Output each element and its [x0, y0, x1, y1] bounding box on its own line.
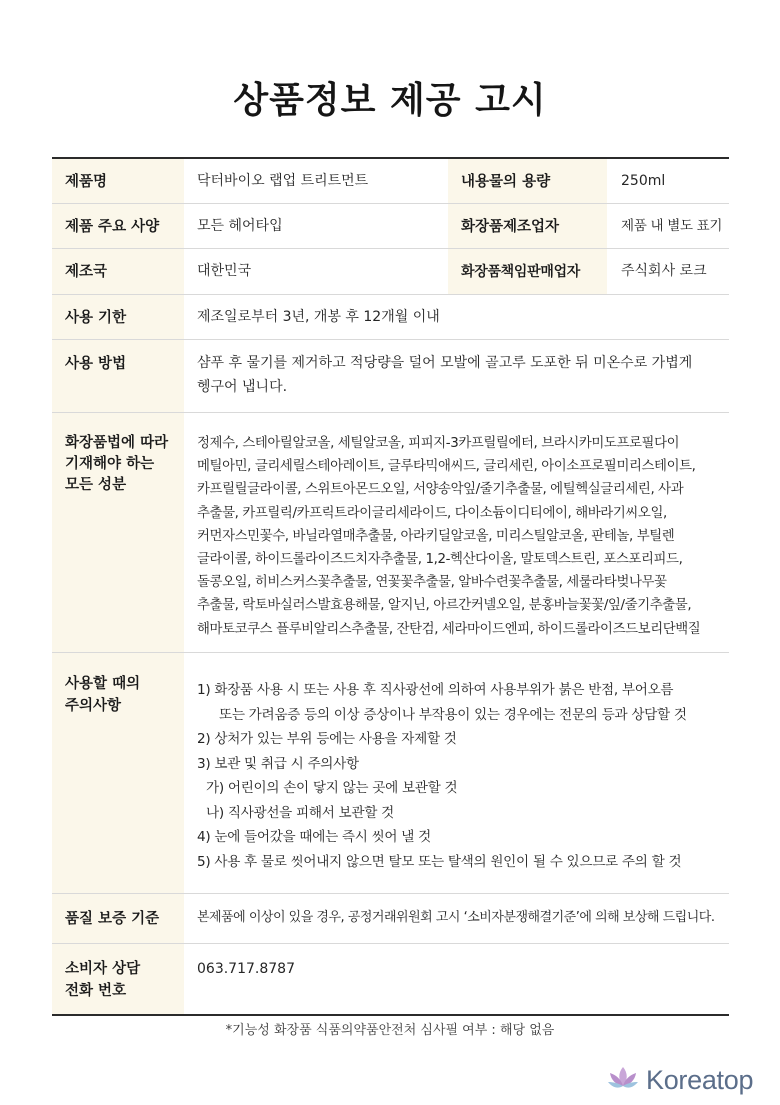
value-volume: 250ml	[621, 173, 666, 189]
usage-line: 헹구어 냅니다.	[197, 379, 288, 395]
ingredient-line: 카프릴릴글라이콜, 스위트아몬드오일, 서양송악잎/줄기추출물, 에틸헥실글리세린, 사과	[197, 482, 684, 498]
value-expiry: 제조일로부터 3년, 개봉 후 12개월 이내	[197, 309, 440, 325]
contact-label-line: 소비자 상담	[65, 961, 141, 977]
ingredient-line: 메틸아민, 글리세릴스테아레이트, 글루타믹애씨드, 글리세린, 아이소프로필미리스테이트,	[197, 459, 696, 475]
row-spec	[52, 204, 729, 249]
caution-line: 나) 직사광선을 피해서 보관할 것	[206, 804, 394, 821]
label-contact	[52, 944, 184, 1014]
product-info-table	[52, 157, 729, 1016]
ingredients-label-line: 화장품법에 따라	[65, 435, 169, 451]
ingredient-line: 정제수, 스테아릴알코올, 세틸알코올, 피피지-3카프릴릴에터, 브라시카미도프로필다이	[197, 436, 680, 451]
value-caution	[184, 653, 729, 893]
value-ingredients	[184, 413, 729, 652]
ingredients-label-line: 모든 성분	[65, 477, 127, 493]
ingredient-line: 추출물, 카프릴릭/카프릭트라이글리세라이드, 다이소듐이디티에이, 해바라기씨오일,	[197, 505, 667, 521]
usage-line: 샴푸 후 물기를 제거하고 적당량을 덜어 모발에 골고루 도포한 뒤 미온수로 가볍게	[197, 355, 693, 371]
caution-line: 가) 어린이의 손이 닿지 않는 곳에 보관할 것	[206, 780, 458, 796]
label-caution	[52, 653, 184, 893]
label-usage: 사용 방법	[52, 340, 184, 412]
contact-label-line: 전화 번호	[65, 983, 127, 999]
label-manufacturer: 화장품제조업자	[448, 204, 607, 248]
value-distributor: 주식회사 로크	[621, 263, 707, 279]
lotus-icon	[606, 1064, 640, 1096]
row-warranty	[52, 894, 729, 944]
caution-line: 1) 화장품 사용 시 또는 사용 후 직사광선에 의하여 사용부위가 붉은 반점, 부어오름	[197, 682, 674, 698]
caution-line: 5) 사용 후 물로 씻어내지 않으면 탈모 또는 탈색의 원인이 될 수 있으므로 주의 할 것	[197, 853, 682, 870]
caution-line: 2) 상처가 있는 부위 등에는 사용을 자제할 것	[197, 731, 457, 747]
row-contact	[52, 944, 729, 1016]
footnote: *기능성 화장품 식품의약품안전처 심사필 여부 : 해당 없음	[225, 1023, 555, 1038]
brand-logo	[606, 1063, 753, 1097]
row-ingredients	[52, 413, 729, 653]
value-usage	[184, 340, 729, 412]
ingredient-line: 추출물, 락토바실러스발효용해물, 알지닌, 아르간커넬오일, 분홍바늘꽃꽃/잎/줄기추출물,	[197, 598, 692, 614]
label-origin: 제조국	[52, 249, 184, 294]
page-title: 상품정보 제공 고시	[233, 80, 547, 121]
row-expiry	[52, 295, 729, 340]
value-origin: 대한민국	[197, 263, 252, 279]
label-volume: 내용물의 용량	[448, 159, 607, 203]
label-expiry: 사용 기한	[52, 295, 184, 339]
ingredient-line: 돌콩오일, 히비스커스꽃추출물, 연꽃꽃추출물, 알바수련꽃추출물, 세룰라타벚나무꽃	[197, 575, 667, 591]
ingredient-line: 커먼자스민꽃수, 바닐라열매추출물, 아라키딜알코올, 미리스틸알코올, 판테놀, 부틸렌	[197, 528, 675, 544]
row-origin	[52, 249, 729, 295]
caution-line: 3) 보관 및 취급 시 주의사항	[197, 755, 359, 772]
label-product-name: 제품명	[52, 159, 184, 203]
caution-line: 4) 눈에 들어갔을 때에는 즉시 씻어 낼 것	[197, 829, 431, 845]
label-distributor: 화장품책임판매업자	[448, 249, 607, 294]
value-warranty: 본제품에 이상이 있을 경우, 공정거래위원회 고시 ‘소비자분쟁해결기준’에 의해 보상해 드립니다.	[197, 910, 715, 925]
brand-name: Koreatop	[646, 1064, 754, 1095]
value-product-name: 닥터바이오 랩업 트리트먼트	[197, 173, 369, 189]
value-spec: 모든 헤어타입	[197, 218, 283, 234]
value-contact: 063.717.8787	[197, 961, 295, 977]
row-usage	[52, 340, 729, 413]
ingredients-label-line: 기재해야 하는	[65, 456, 155, 472]
label-ingredients	[52, 413, 184, 652]
row-product-name	[52, 159, 729, 204]
ingredient-line: 글라이콜, 하이드롤라이즈드치자추출물, 1,2-헥산다이올, 말토덱스트린, 포스포리피드,	[197, 552, 683, 568]
label-warranty: 품질 보증 기준	[52, 894, 184, 943]
row-caution	[52, 653, 729, 894]
caution-line: 또는 가려움증 등의 이상 증상이나 부작용이 있는 경우에는 전문의 등과 상담할 것	[219, 706, 687, 723]
caution-label-line: 사용할 때의	[65, 676, 141, 692]
value-manufacturer: 제품 내 별도 표기	[621, 218, 723, 234]
label-spec: 제품 주요 사양	[52, 204, 184, 248]
caution-label-line: 주의사항	[65, 698, 122, 714]
ingredient-line: 해마토코쿠스 플루비알리스추출물, 잔탄검, 세라마이드엔피, 하이드롤라이즈드보리단백질	[197, 621, 701, 637]
